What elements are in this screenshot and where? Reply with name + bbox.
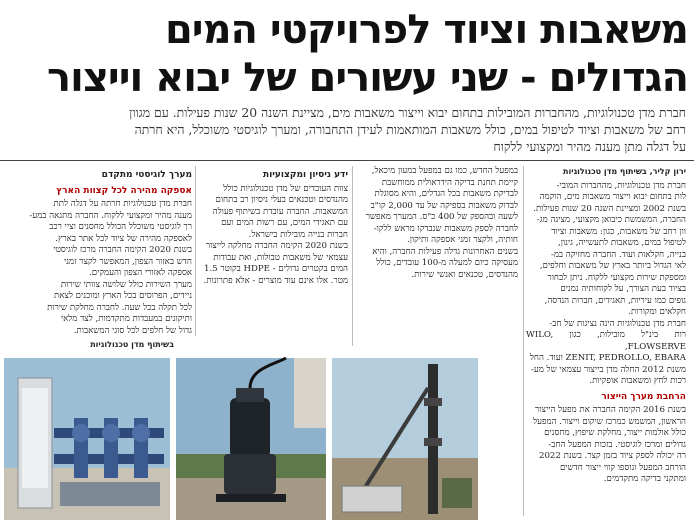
- text-line: רה יכולה לספק ציוד בזמן קצר. בשנת 2022: [538, 451, 686, 461]
- lead-line-3: על דגלה מתן מענה מהיר ומקצועי ללקוח: [493, 139, 686, 154]
- lead-line-1: חברת מדן טכנולוגיות, מהחברות המובילות בתחום יבוא וייצור משאבות מים, מציינת השנה 20 שנות פעילות. עם מגוון: [129, 105, 686, 120]
- text-line: ומתקני בדיקה מתקדמים.: [603, 474, 686, 484]
- text-line: לאספקה מהירה של ציוד לכל אתר בארץ.: [55, 233, 192, 244]
- text-line: בשנים האחרונות גדלה פעילות החברה, והיא: [372, 246, 518, 257]
- text-line: בנייה, חקלאות ועוד. החברה מחזיקה במ-: [550, 249, 686, 260]
- text-line: רך לוגיסטי משוכלל הכולל מחסנים וציי רכב: [49, 222, 192, 232]
- text-line: ZENIT, PEDROLLO, EBARA ועוד. החל: [529, 353, 686, 363]
- headline-line-2: הגדולים - שני עשורים של יבוא וייצור: [47, 55, 688, 101]
- text-line: לות בתחום יבוא וייצור משאבות מים, הוקמה: [539, 192, 686, 202]
- text-line: בשנת 2020 הקימה החברה מרכז לוגיסטי: [53, 245, 192, 255]
- section-rule: [0, 160, 694, 161]
- lead-paragraph: [8, 104, 686, 155]
- text-line: בשנת 2016 הקימה החברה את מפעל הייצור: [535, 405, 686, 415]
- photo-submersible-pump: [176, 358, 326, 520]
- col1-paragraph-2: [526, 319, 686, 388]
- text-line: לכל תקלה בכל שעה. לחברה מחלקת שירות: [47, 302, 192, 313]
- text-line: משנת 2012 החלה מדן בייצור עצמאי של מע-: [530, 364, 686, 375]
- text-line: חותיה, ולקצר זמני אספקה ותיקון.: [407, 235, 518, 245]
- text-line: חדש באזור הצפון, המאפשר לקצר זמני: [63, 256, 192, 267]
- text-line: חברת מדן טכנולוגיות הינה נציגות של חב-: [549, 318, 686, 329]
- lead-line-2: רחב של משאבות וציוד לטיפול במים, כולל משאבות המותאמות לעידן התחבורה, ומערך לוגיסטי משוכלל, היא חרתה: [134, 122, 686, 137]
- photo-drilling-rig: [332, 358, 478, 520]
- col4-subheading-2: אספקה מהירה לכל קצוות הארץ: [56, 185, 192, 196]
- col3-subheading: ידע ניסיון ומקצועיות: [263, 170, 348, 180]
- text-line: מענה מהיר ומקצועי ללקוח. החברה מתגאה במע-: [29, 210, 192, 221]
- photo-filtration-system: [4, 358, 170, 520]
- text-line: לבדוק משאבות בספיקה של עד 2,000 קו"ב: [370, 200, 518, 211]
- text-line: לאי הגדול ביותר בארץ של משאבות וחלפים,: [539, 261, 686, 271]
- text-line: החברה, המשמשת כיבואן מקצועי, מציגה מג-: [536, 215, 686, 225]
- text-line: צוות העובדים של מדן טכנולוגיות כולל: [223, 183, 348, 194]
- text-line: בציוד בעת הצורך, על לקוחותיה נמנים: [560, 284, 686, 294]
- article-column-2: [356, 166, 518, 346]
- text-line: אספקה לאזורי הצפון והעמקים.: [89, 268, 192, 278]
- text-line: עם תאגידי המים, עם רשות המים ועם: [221, 218, 348, 228]
- text-line: בשנת 2020 הקימה החברה מחלקה לייצור: [205, 241, 348, 251]
- col4-subheading-1: מערך לוגיסטי מתקדם: [101, 170, 192, 180]
- col1-paragraph-1: [526, 181, 686, 319]
- text-line: המשאבות. החברה עובדת בשיתוף פעולה: [212, 206, 348, 217]
- text-line: רות בינ"ל מובילות, כגון WILO, FLOWSERVE,: [526, 330, 686, 352]
- article-column-1: [526, 166, 686, 516]
- col1-subheading: הרחבת מערך הייצור: [601, 391, 686, 402]
- text-line: לחברה לספק משאבות שנבדקו מראש ללקו-: [373, 223, 518, 234]
- text-line: עצמאי של משאבות טבולות, ואת עבודות: [213, 252, 348, 263]
- submersible-pump-illustration: [176, 358, 326, 520]
- col2-paragraph-1: [356, 166, 518, 247]
- text-line: בשנת 2002 ומציינת השנה 20 שנות פעילות.: [533, 203, 686, 214]
- article-column-4: [8, 166, 192, 336]
- text-line: במפעל החדש, כמו גם במפעל במעון מיכאל,: [371, 166, 518, 176]
- text-line: הראשון, המשמש כמרכז שיקום וייצור. המפעל: [533, 416, 686, 427]
- col3-paragraph-1: [198, 184, 348, 242]
- column-divider: [352, 166, 353, 346]
- drilling-rig-illustration: [332, 358, 478, 520]
- text-line: חקלאים ומקורות.: [628, 307, 686, 317]
- text-line: חברת מדן טכנולוגיות חרתה על דגלה לתת: [53, 199, 192, 209]
- headline-line-1: משאבות וציוד לפרויקטי המים: [164, 7, 688, 53]
- text-line: גופים כמו עיריות, תאגידים, חברות הנדסה,: [544, 295, 686, 306]
- text-line: רכות לחץ ומשאבות אופקיות.: [589, 376, 686, 386]
- text-line: ותיקונים במעבדות מתקדמות, לצד מלאי: [60, 314, 192, 324]
- byline: ירון קליר, בשיתוף מדן טכנולוגיות: [563, 167, 686, 176]
- text-line: לבדיקת משאבות בכל הגדלים, והיא מסוגלת: [374, 189, 518, 199]
- text-line: וון רחב של משאבות, כגון: משאבות וציוד: [551, 226, 686, 237]
- photo-credit: בשיתוף מדן טכנולוגיות: [90, 340, 174, 349]
- col4-paragraph-1: [8, 199, 192, 280]
- text-line: קיימת תחנת בדיקה הידראולית ממוחשבת: [381, 177, 518, 188]
- text-line: חברות בנייה מובילות בישראל.: [248, 229, 348, 240]
- text-line: מערך השירות כולל שלושה צוותי שירות: [60, 279, 192, 290]
- headline: [6, 6, 688, 102]
- text-line: לטיפול במים, משאבות לתעשייה, גינון,: [557, 238, 686, 248]
- text-line: הורחב המפעל ונוספו קווי ייצור חדשים: [559, 462, 686, 473]
- col3-paragraph-2: [198, 241, 348, 287]
- col4-paragraph-2: [8, 280, 192, 338]
- text-line: מהנדסים וטכנאים בעלי ניסיון רב בתחום: [215, 195, 348, 205]
- text-line: גדול של חלפים לכל סוגי המשאבות.: [73, 325, 192, 336]
- col2-paragraph-2: [356, 247, 518, 282]
- text-line: מטר. אלו אינם עוד מוצרים - אלא פתרונות.: [203, 275, 348, 286]
- text-line: מעסיקה כיום למעלה מ-100 עובדים, כולל: [376, 258, 518, 268]
- text-line: חברת מדן טכנולוגיות, מהחברות המובי-: [556, 180, 686, 191]
- column-divider: [523, 166, 524, 516]
- filtration-system-illustration: [4, 358, 170, 520]
- article-column-3: [198, 166, 348, 326]
- text-line: כולל אולמות ייצור, מחלקת שיפוץ, מחסנים: [544, 428, 686, 438]
- col1-paragraph-3: [526, 405, 686, 486]
- text-line: גדולים ומרכז לוגיסטי. בזכות המפעל החב-: [548, 439, 686, 450]
- text-line: המים בקטרים גדולים - HDPE בקוטר 1.5: [203, 264, 348, 274]
- text-line: ניידים, הפרוסים בכל הארץ ומוכנים לצאת: [54, 291, 192, 301]
- text-line: לשעה ובהספק של 400 כ"ס. המערך מאפשר: [365, 212, 518, 222]
- text-line: ומספקת שירות מקצועי ללקוח. ניתן לבחור: [547, 272, 686, 283]
- text-line: מהנדסים, טכנאים ואנשי שירות.: [411, 269, 518, 280]
- column-divider: [195, 166, 196, 336]
